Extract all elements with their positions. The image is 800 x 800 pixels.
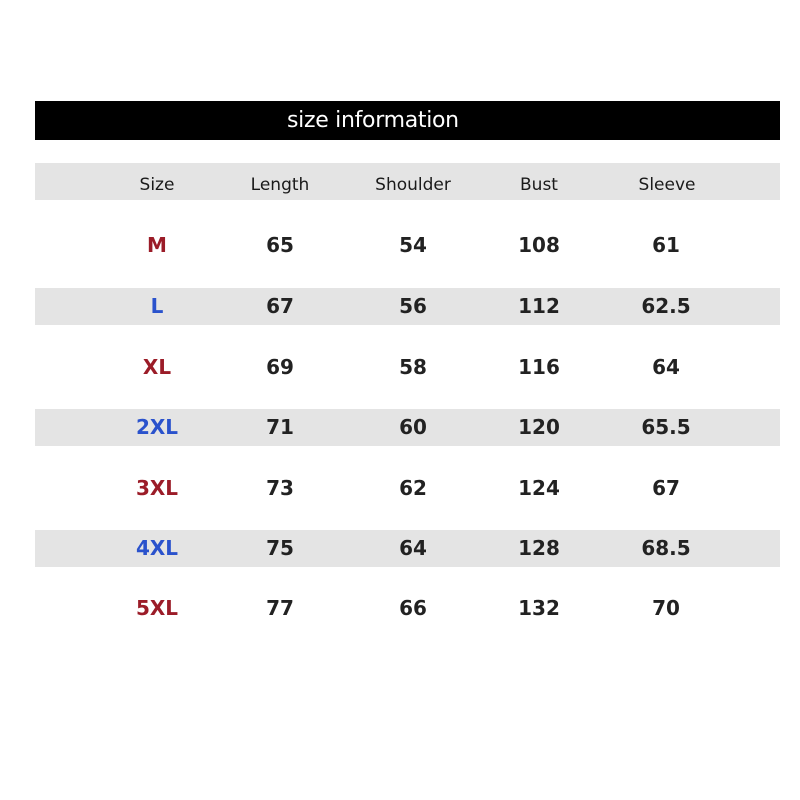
shoulder-cell: 64 <box>399 536 427 560</box>
length-cell: 77 <box>266 596 294 620</box>
sleeve-cell: 62.5 <box>641 294 691 318</box>
sleeve-cell: 64 <box>652 355 680 379</box>
bust-cell: 128 <box>518 536 560 560</box>
header-sleeve: Sleeve <box>638 175 696 195</box>
length-cell: 73 <box>266 476 294 500</box>
header-length: Length <box>250 175 310 195</box>
page-title: size information <box>287 108 459 133</box>
size-cell: 3XL <box>135 476 179 500</box>
shoulder-cell: 62 <box>399 476 427 500</box>
size-table <box>35 163 780 627</box>
table-header-row <box>35 163 780 200</box>
size-cell: 4XL <box>135 536 179 560</box>
bust-cell: 132 <box>518 596 560 620</box>
shoulder-cell: 58 <box>399 355 427 379</box>
length-cell: 69 <box>266 355 294 379</box>
sleeve-cell: 68.5 <box>641 536 691 560</box>
table-row <box>35 470 780 507</box>
table-row <box>35 590 780 627</box>
bust-cell: 124 <box>518 476 560 500</box>
sleeve-cell: 70 <box>652 596 680 620</box>
shoulder-cell: 66 <box>399 596 427 620</box>
table-row <box>35 349 780 386</box>
bust-cell: 108 <box>518 233 560 257</box>
table-row <box>35 288 780 325</box>
bust-cell: 120 <box>518 415 560 439</box>
length-cell: 71 <box>266 415 294 439</box>
table-row <box>35 530 780 567</box>
size-cell: 5XL <box>135 596 179 620</box>
length-cell: 67 <box>266 294 294 318</box>
shoulder-cell: 60 <box>399 415 427 439</box>
sleeve-cell: 65.5 <box>641 415 691 439</box>
title-bar <box>35 101 780 140</box>
header-shoulder: Shoulder <box>375 175 451 195</box>
bust-cell: 112 <box>518 294 560 318</box>
table-row <box>35 227 780 264</box>
header-size: Size <box>139 175 175 195</box>
size-cell: L <box>150 294 164 318</box>
header-bust: Bust <box>520 175 558 195</box>
sleeve-cell: 67 <box>652 476 680 500</box>
size-cell: M <box>147 233 167 257</box>
length-cell: 75 <box>266 536 294 560</box>
shoulder-cell: 54 <box>399 233 427 257</box>
table-row <box>35 409 780 446</box>
length-cell: 65 <box>266 233 294 257</box>
size-cell: 2XL <box>135 415 179 439</box>
bust-cell: 116 <box>518 355 560 379</box>
size-cell: XL <box>142 355 172 379</box>
shoulder-cell: 56 <box>399 294 427 318</box>
sleeve-cell: 61 <box>652 233 680 257</box>
